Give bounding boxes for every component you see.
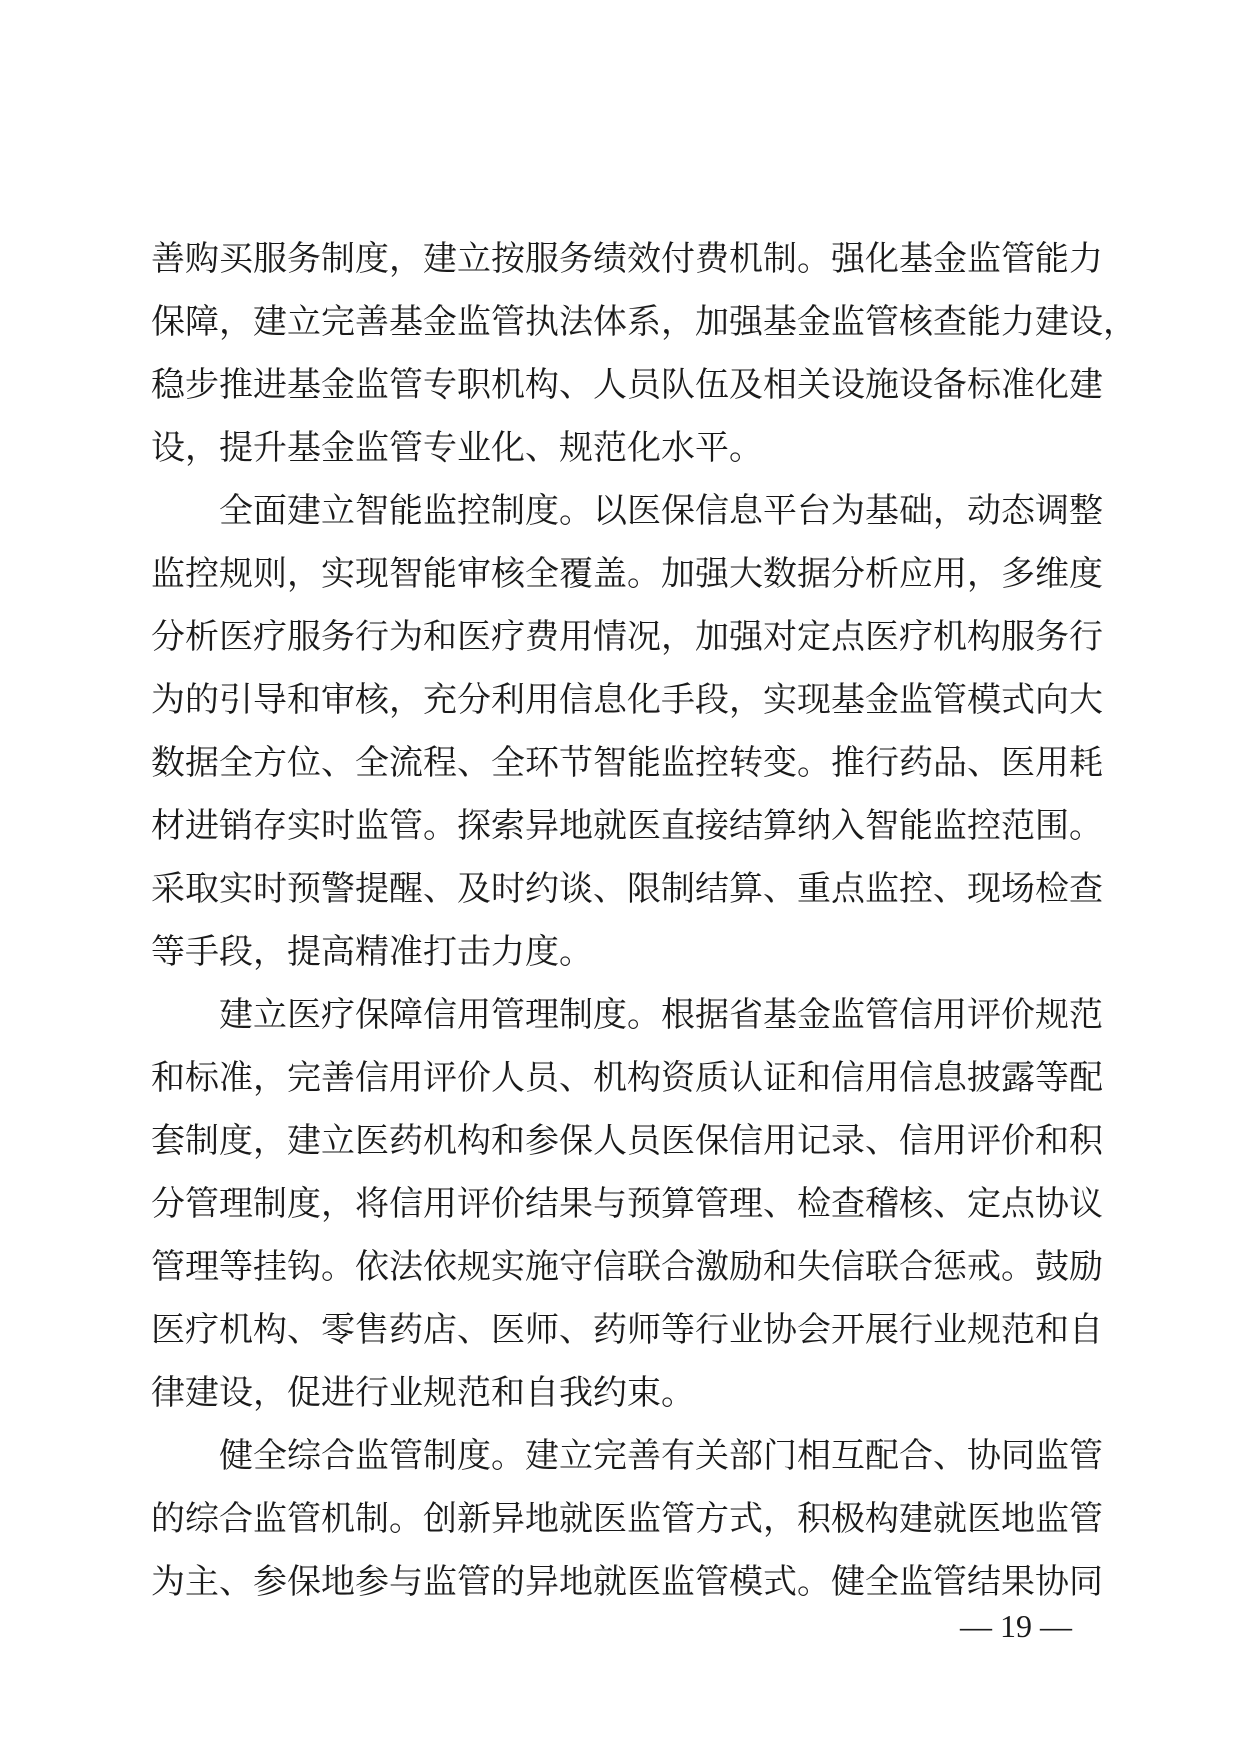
paragraph <box>151 228 1137 480</box>
text-line: 保障，建立完善基金监管执法体系，加强基金监管核查能力建设， <box>151 302 1137 342</box>
text-line: 设，提升基金监管专业化、规范化水平。 <box>151 428 763 468</box>
text-line: 建立医疗保障信用管理制度。根据省基金监管信用评价规范 <box>219 995 1103 1035</box>
text-line: 为主、参保地参与监管的异地就医监管模式。健全监管结果协同 <box>151 1562 1103 1602</box>
text-line: 全面建立智能监控制度。以医保信息平台为基础，动态调整 <box>219 491 1103 531</box>
page-number: — 19 — <box>960 1608 1072 1644</box>
text-line: 为的引导和审核，充分利用信息化手段，实现基金监管模式向大 <box>151 680 1103 720</box>
text-line: 善购买服务制度，建立按服务绩效付费机制。强化基金监管能力 <box>151 239 1103 279</box>
text-line: 稳步推进基金监管专职机构、人员队伍及相关设施设备标准化建 <box>151 365 1103 405</box>
text-line: 监控规则，实现智能审核全覆盖。加强大数据分析应用，多维度 <box>151 554 1103 594</box>
text-line: 套制度，建立医药机构和参保人员医保信用记录、信用评价和积 <box>151 1121 1103 1161</box>
text-line: 分管理制度，将信用评价结果与预算管理、检查稽核、定点协议 <box>151 1184 1103 1224</box>
text-line: 分析医疗服务行为和医疗费用情况，加强对定点医疗机构服务行 <box>151 617 1103 657</box>
text-line: 律建设，促进行业规范和自我约束。 <box>151 1373 695 1413</box>
text-line: 和标准，完善信用评价人员、机构资质认证和信用信息披露等配 <box>151 1058 1103 1098</box>
text-line: 的综合监管机制。创新异地就医监管方式，积极构建就医地监管 <box>151 1499 1103 1539</box>
text-line: 材进销存实时监管。探索异地就医直接结算纳入智能监控范围。 <box>151 806 1103 846</box>
text-line: 数据全方位、全流程、全环节智能监控转变。推行药品、医用耗 <box>151 743 1103 783</box>
text-line: 医疗机构、零售药店、医师、药师等行业协会开展行业规范和自 <box>151 1310 1103 1350</box>
paragraph <box>151 1425 1103 1614</box>
paragraph <box>151 480 1103 984</box>
text-line: 管理等挂钩。依法依规实施守信联合激励和失信联合惩戒。鼓励 <box>151 1247 1103 1287</box>
text-line: 采取实时预警提醒、及时约谈、限制结算、重点监控、现场检查 <box>151 869 1103 909</box>
body-text <box>151 228 1137 1614</box>
text-line: 健全综合监管制度。建立完善有关部门相互配合、协同监管 <box>219 1436 1103 1476</box>
text-line: 等手段，提高精准打击力度。 <box>151 932 593 972</box>
paragraph <box>151 984 1103 1425</box>
